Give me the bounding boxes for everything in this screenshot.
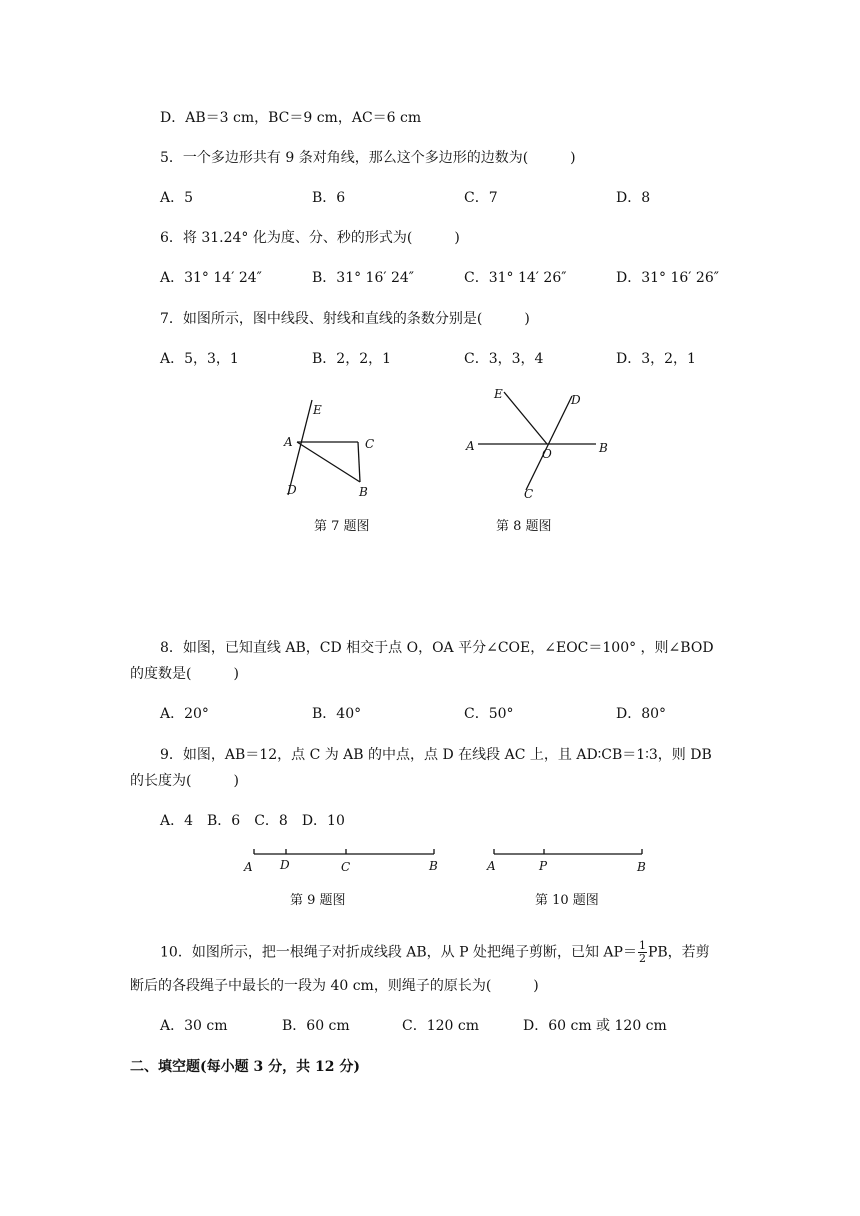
q10-stem-part1: 10．如图所示，把一根绳子对折成线段 AB，从 P 处把绳子剪断，已知 AP＝ <box>160 944 637 961</box>
q10-option-d: D．60 cm 或 120 cm <box>523 1018 667 1034</box>
q8-option-c: C．50° <box>464 706 514 722</box>
q8-option-d: D．80° <box>616 706 667 722</box>
q7-option-a: A．5，3，1 <box>160 351 239 367</box>
label-p: P <box>539 859 548 873</box>
figure-10 <box>484 843 654 879</box>
q7-option-c: C．3，3，4 <box>464 351 544 367</box>
label-b: B <box>599 441 608 455</box>
q6-stem: 6．将 31.24° 化为度、分、秒的形式为( ) <box>160 230 460 246</box>
label-a: A <box>466 439 475 453</box>
q10-stem-line1 <box>160 940 710 965</box>
q10-option-b: B．60 cm <box>282 1018 350 1034</box>
q4-option-d: D．AB＝3 cm，BC＝9 cm，AC＝6 cm <box>160 110 422 126</box>
q6-option-b: B．31° 16′ 24″ <box>312 270 415 286</box>
q7-stem: 7．如图所示，图中线段、射线和直线的条数分别是( ) <box>160 311 530 327</box>
label-c: C <box>524 487 534 501</box>
q6-option-d: D．31° 16′ 26″ <box>616 270 719 286</box>
line-cd <box>526 396 572 490</box>
q8-option-a: A．20° <box>160 706 209 722</box>
q10-stem-line2: 断后的各段绳子中最长的一段为 40 cm，则绳子的原长为( ) <box>130 978 539 994</box>
ray-oe <box>504 392 547 444</box>
figure-10-caption: 第 10 题图 <box>535 893 599 908</box>
q10-option-c: C．120 cm <box>402 1018 479 1034</box>
q8-stem-line1: 8．如图，已知直线 AB，CD 相交于点 O，OA 平分∠COE，∠EOC＝100° ，则∠BOD <box>160 640 714 656</box>
label-o: O <box>542 447 552 461</box>
q5-stem: 5．一个多边形共有 9 条对角线，那么这个多边形的边数为( ) <box>160 150 576 166</box>
label-a: A <box>284 435 293 449</box>
segment-cb <box>358 442 360 482</box>
q7-option-b: B．2，2，1 <box>312 351 392 367</box>
figure-7 <box>270 390 390 510</box>
fraction-denominator: 2 <box>638 952 646 965</box>
q6-option-a: A．31° 14′ 24″ <box>160 270 262 286</box>
q5-option-d: D．8 <box>616 190 651 206</box>
q5-option-b: B．6 <box>312 190 346 206</box>
segment-ab <box>297 442 360 482</box>
figure-8-caption: 第 8 题图 <box>496 519 552 534</box>
q5-option-c: C．7 <box>464 190 498 206</box>
q8-stem-line2: 的度数是( ) <box>130 666 239 682</box>
figure-7-caption: 第 7 题图 <box>314 519 370 534</box>
label-d: D <box>287 483 297 497</box>
label-e: E <box>313 403 322 417</box>
q6-option-c: C．31° 14′ 26″ <box>464 270 567 286</box>
q10-option-a: A．30 cm <box>160 1018 228 1034</box>
q9-stem-line2: 的长度为( ) <box>130 773 239 789</box>
label-e: E <box>494 387 503 401</box>
label-c: C <box>341 860 351 874</box>
q7-option-d: D．3，2，1 <box>616 351 696 367</box>
label-d: D <box>571 393 581 407</box>
label-a: A <box>244 860 253 874</box>
q9-stem-line1: 9．如图，AB＝12，点 C 为 AB 的中点，点 D 在线段 AC 上，且 AD∶CB＝1∶3，则 DB <box>160 747 712 763</box>
label-c: C <box>365 437 375 451</box>
fraction-numerator: 1 <box>638 939 646 952</box>
q10-stem-part2: PB，若剪 <box>647 944 710 961</box>
figure-8 <box>460 380 620 502</box>
label-b: B <box>429 859 438 873</box>
q9-options: A．4 B．6 C．8 D．10 <box>160 813 345 829</box>
figure-9-caption: 第 9 题图 <box>290 893 346 908</box>
label-b: B <box>359 485 368 499</box>
q8-option-b: B．40° <box>312 706 362 722</box>
fraction-one-half <box>638 940 647 965</box>
q5-option-a: A．5 <box>160 190 194 206</box>
section-2-heading: 二、填空题(每小题 3 分，共 12 分) <box>130 1059 360 1075</box>
label-b: B <box>637 860 646 874</box>
label-d: D <box>280 858 290 872</box>
label-a: A <box>487 859 496 873</box>
figure-9 <box>240 843 445 879</box>
